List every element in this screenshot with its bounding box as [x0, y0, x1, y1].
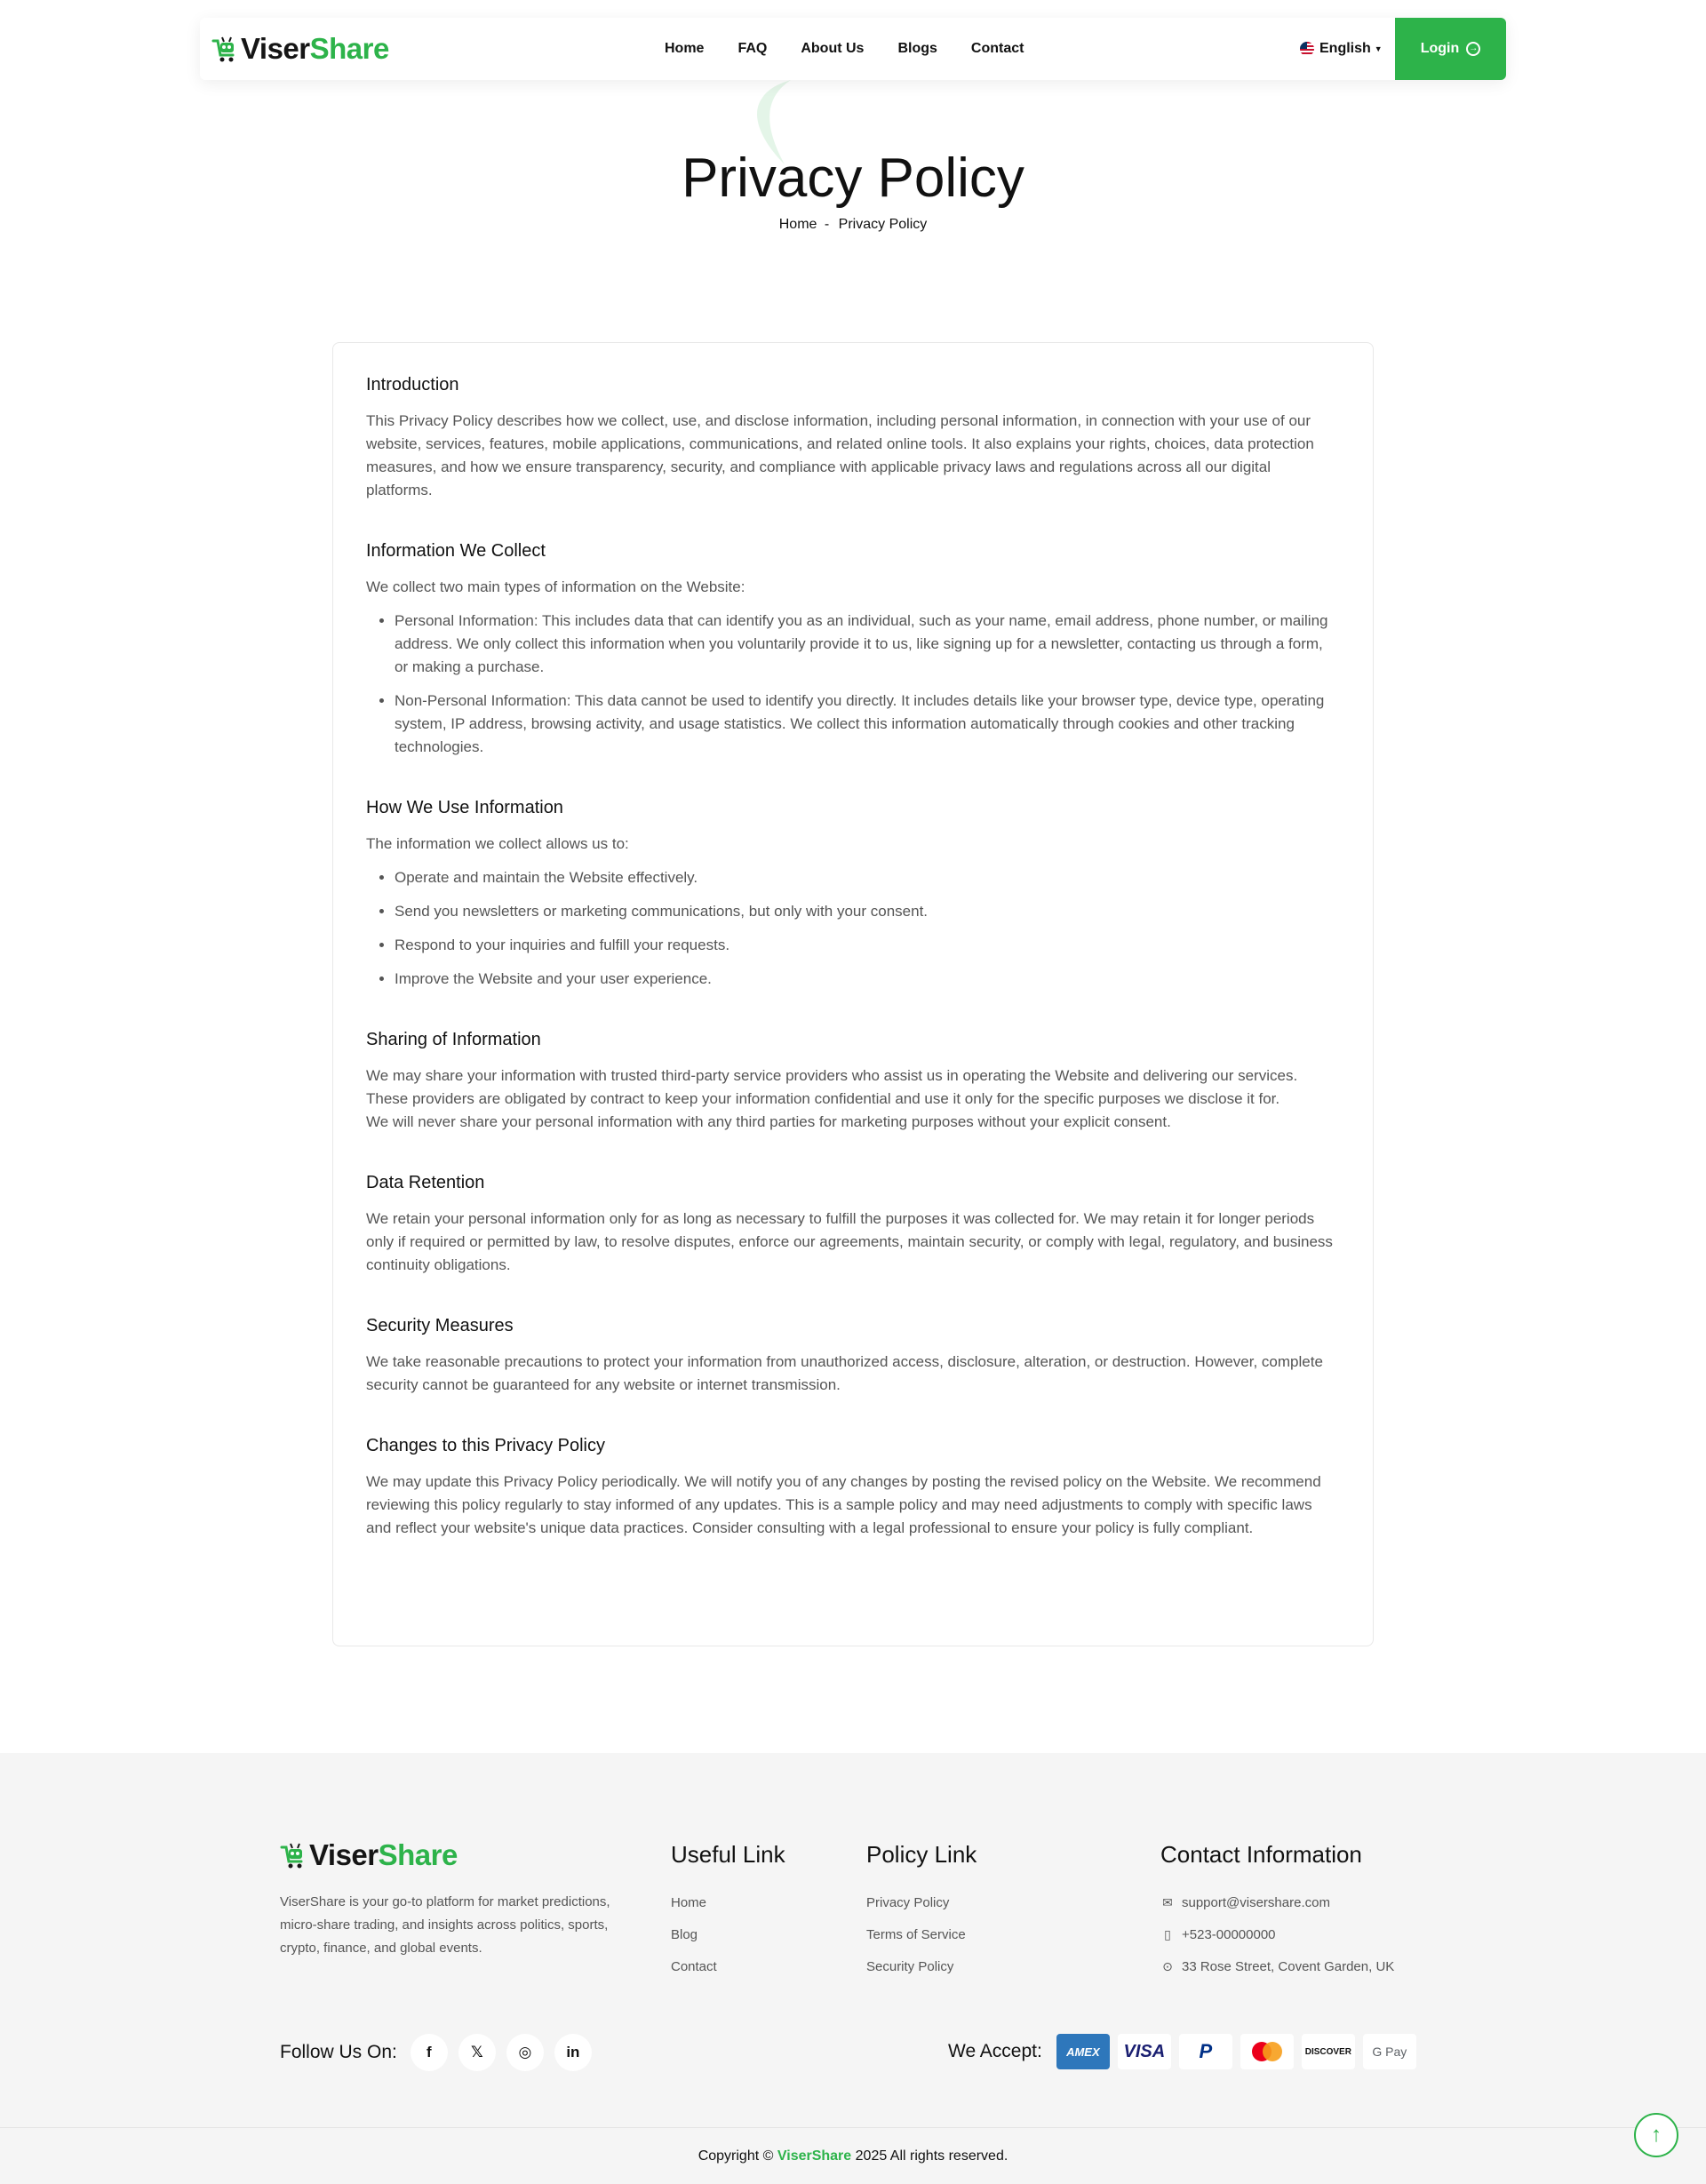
- linkedin-icon[interactable]: in: [554, 2034, 592, 2071]
- policy-content-card: [332, 342, 1374, 1646]
- section-how-we-use-information: [366, 798, 1340, 991]
- section-title: Introduction: [366, 375, 459, 395]
- follow-us: [280, 2034, 602, 2071]
- contact-email[interactable]: ✉ support@visershare.com: [1160, 1886, 1394, 1918]
- list-item: • Send you newsletters or marketing communications, but only with your consent.: [395, 900, 1340, 923]
- useful-links-column: [671, 1841, 785, 1982]
- section-paragraph: We may share your information with trusted third-party service providers who assist us in operating the Website and delivering our services. These providers are obligated by contract to keep your information confidential and use it only for the specific purposes we disclose it for.: [366, 1067, 1298, 1107]
- language-label: English: [1319, 41, 1371, 56]
- section-title: Sharing of Information: [366, 1030, 541, 1049]
- column-title: Policy Link: [866, 1841, 977, 1868]
- section-paragraph: This Privacy Policy describes how we collect, use, and disclose information, including personal information, in connection with your use of our website, services, features, mobile applications, communications, and related online tools. It also explains your rights, choices, data protection measures, and how we ensure transparency, security, and compliance with applicable privacy laws and regulations across all our digital platforms.: [366, 412, 1314, 498]
- footer-link-terms-of-service[interactable]: Terms of Service: [866, 1926, 966, 1942]
- list-item: • Non-Personal Information: This data cannot be used to identify you directly. It includes details like your browser type, device type, operating system, IP address, browsing activity, and usage statistics. We collect this information automatically through cookies and other tracking technologies.: [395, 689, 1340, 759]
- phone-icon: ▯: [1164, 1926, 1171, 1941]
- breadcrumb-separator: -: [824, 217, 830, 232]
- accept-label: We Accept:: [948, 2041, 1042, 2061]
- section-paragraph: We retain your personal information only for as long as necessary to fulfill the purposes it was collected for. We may retain it for longer periods only if required or permitted by law, to resolve disputes, enforce our agreements, maintain security, or comply with legal, regulatory, and business continuity obligations.: [366, 1210, 1333, 1273]
- language-selector[interactable]: [1300, 18, 1383, 80]
- footer-divider: [0, 2127, 1706, 2128]
- arrow-right-circle-icon: →: [1466, 42, 1480, 56]
- policy-links-column: [866, 1841, 977, 1982]
- section-security-measures: [366, 1316, 1340, 1397]
- section-data-retention: [366, 1173, 1340, 1277]
- section-title: Data Retention: [366, 1173, 485, 1192]
- google-pay-icon: G Pay: [1363, 2034, 1416, 2069]
- amex-icon: AMEX: [1056, 2034, 1110, 2069]
- scroll-to-top-button[interactable]: [1634, 2113, 1678, 2157]
- discover-icon: DISCOVER: [1302, 2034, 1355, 2069]
- nav-blogs[interactable]: Blogs: [897, 41, 937, 56]
- site-logo[interactable]: [211, 32, 389, 66]
- payment-methods: [948, 2034, 1424, 2069]
- cart-logo-icon: [211, 34, 237, 64]
- nav-about-us[interactable]: About Us: [801, 41, 865, 56]
- footer-link-blog[interactable]: Blog: [671, 1926, 698, 1942]
- column-title: Contact Information: [1160, 1841, 1362, 1868]
- section-paragraph: The information we collect allows us to:: [366, 835, 629, 852]
- brand-name: ViserShare: [241, 32, 389, 65]
- column-title: Useful Link: [671, 1841, 785, 1868]
- site-footer: [0, 1753, 1706, 2184]
- instagram-icon[interactable]: ◎: [506, 2034, 544, 2071]
- main-nav: [665, 18, 1057, 80]
- footer-link-security-policy[interactable]: Security Policy: [866, 1958, 954, 1974]
- caret-down-icon: ▼: [1374, 44, 1383, 53]
- section-title: Security Measures: [366, 1316, 514, 1335]
- footer-link-privacy-policy[interactable]: Privacy Policy: [866, 1894, 950, 1910]
- nav-home[interactable]: Home: [665, 41, 705, 56]
- section-title: Changes to this Privacy Policy: [366, 1436, 606, 1455]
- nav-contact[interactable]: Contact: [970, 41, 1024, 56]
- paypal-icon: P: [1179, 2034, 1232, 2069]
- bullet-list: [366, 866, 1340, 991]
- login-label: Login: [1420, 41, 1460, 56]
- brand-name: ViserShare: [309, 1838, 458, 1871]
- bullet-list: [366, 610, 1340, 759]
- breadcrumb: [0, 217, 1706, 233]
- footer-logo[interactable]: [279, 1838, 458, 1872]
- page-title: Privacy Policy: [682, 147, 1024, 209]
- us-flag-icon: [1300, 42, 1314, 56]
- section-sharing-of-information: [366, 1030, 1340, 1134]
- contact-column: [1160, 1841, 1394, 1982]
- breadcrumb-current: Privacy Policy: [838, 217, 928, 232]
- copyright: Copyright © ViserShare 2025 All rights reserved.: [698, 2148, 1008, 2164]
- section-paragraph: We take reasonable precautions to protect your information from unauthorized access, disclosure, alteration, or destruction. However, complete security cannot be guaranteed for any website or internet transmission.: [366, 1353, 1323, 1393]
- visa-icon: VISA: [1118, 2034, 1171, 2069]
- mastercard-icon: [1240, 2034, 1294, 2069]
- contact-phone[interactable]: ▯ +523-00000000: [1160, 1918, 1394, 1950]
- contact-address: ⊙ 33 Rose Street, Covent Garden, UK: [1160, 1950, 1394, 1982]
- list-item: • Respond to your inquiries and fulfill your requests.: [395, 934, 1340, 957]
- breadcrumb-home[interactable]: Home: [778, 217, 817, 232]
- section-changes-to-policy: [366, 1436, 1340, 1540]
- arrow-up-icon: ↑: [1651, 2123, 1662, 2147]
- location-pin-icon: ⊙: [1162, 1958, 1173, 1973]
- follow-label: Follow Us On:: [280, 2042, 397, 2062]
- section-information-we-collect: [366, 541, 1340, 759]
- list-item: • Improve the Website and your user experience.: [395, 968, 1340, 991]
- footer-link-contact[interactable]: Contact: [671, 1958, 717, 1974]
- section-paragraph: We may update this Privacy Policy periodically. We will notify you of any changes by posting the revised policy on the Website. We recommend reviewing this policy regularly to stay informed of any updates. This is a sample policy and may need adjustments to comply with specific laws and reflect your website's unique data practices. Consider consulting with a legal professional to ensure your policy is fully compliant.: [366, 1473, 1321, 1536]
- section-title: How We Use Information: [366, 798, 563, 817]
- site-header: [200, 18, 1506, 80]
- section-introduction: [366, 375, 1340, 502]
- footer-link-home[interactable]: Home: [671, 1894, 707, 1910]
- facebook-icon[interactable]: f: [411, 2034, 448, 2071]
- login-button[interactable]: [1395, 18, 1506, 80]
- copyright-brand-link[interactable]: ViserShare: [777, 2148, 852, 2164]
- section-paragraph: We will never share your personal information with any third parties for marketing purposes without your explicit consent.: [366, 1113, 1171, 1130]
- footer-description: ViserShare is your go-to platform for market predictions, micro-share trading, and insights across politics, sports, crypto, finance, and global events.: [280, 1894, 610, 1956]
- x-icon[interactable]: 𝕏: [458, 2034, 496, 2071]
- section-paragraph: We collect two main types of information on the Website:: [366, 578, 745, 595]
- list-item: • Personal Information: This includes data that can identify you as an individual, such as your name, email address, phone number, or mailing address. We only collect this information when you voluntarily provide it to us, like signing up for a newsletter, contacting us through a form, or making a purchase.: [395, 610, 1340, 679]
- section-title: Information We Collect: [366, 541, 546, 561]
- list-item: • Operate and maintain the Website effectively.: [395, 866, 1340, 889]
- mail-icon: ✉: [1162, 1894, 1173, 1909]
- nav-faq[interactable]: FAQ: [737, 41, 768, 56]
- cart-logo-icon: [279, 1840, 306, 1870]
